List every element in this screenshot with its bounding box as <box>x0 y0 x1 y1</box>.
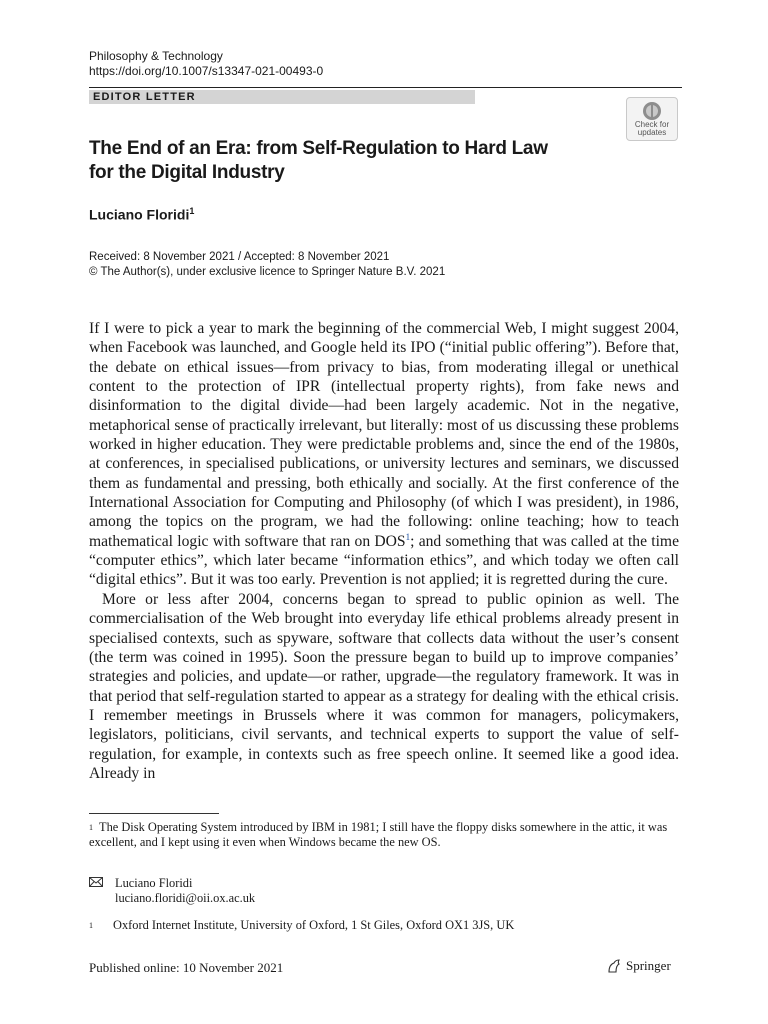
article-body <box>89 319 679 783</box>
contact-email[interactable]: luciano.floridi@oii.ox.ac.uk <box>115 891 256 905</box>
received-accepted: Received: 8 November 2021 / Accepted: 8 November 2021 <box>89 251 390 263</box>
paragraph-1-text-a: If I were to pick a year to mark the beginning of the commercial Web, I might suggest 2004, when Facebook was launched, and Google held its IPO (“initial public offering”). Before that, the debate on ethical issues—from privacy to bias, from moderating illegal or unethical content to the protection of IPR (intellectual property rights), from fake news and disinformation to the digital divide—had been largely academic. Not in the negative, metaphorical sense of practically irrelevant, but literally: most of us discussing these problems worked in higher education. They were predictable problems and, since the end of the 1980s, at conferences, in specialised publications, or university lectures and seminars, we discussed them as fundamental and pressing, both ethically and socially. At the first conference of the International Association for Computing and Philosophy (of which I was president), in 1986, among the topics on the program, we had the following: online teaching; how to teach mathematical logic with software that ran on DOS <box>89 320 679 550</box>
article-title <box>89 137 609 185</box>
publisher-name: Springer <box>626 958 671 973</box>
author-line <box>89 206 194 223</box>
journal-header <box>89 49 323 79</box>
springer-horse-icon <box>606 958 622 974</box>
envelope-icon <box>89 876 115 906</box>
footnote-rule <box>89 813 219 814</box>
journal-name: Philosophy & Technology <box>89 49 223 63</box>
paragraph-1-text-b: ; and something that was called at the time “computer ethics”, which later became “information ethics”, and which today we often call “digital ethics”. But it was too early. Prevention is not applied; it is regretted during the cure. <box>89 532 679 589</box>
paragraph-2: More or less after 2004, concerns began to spread to public opinion as well. The commercialisation of the Web brought into everyday life ethical problems already present in specialised contexts, such as spyware, software that collects data without the user’s consent (the term was coined in 1995). Soon the pressure began to build up to improve companies’ strategies and policies, and update—or rather, upgrade—the regulatory framework. It was in that period that self-regulation started to appear as a strategy for dealing with the ethical crisis. I remember meetings in Brussels where it was common for managers, policymakers, legislators, politicians, civil servants, and technical experts to support the value of self-regulation, for example, in contexts such as free speech online. It seemed like a good idea. Already in <box>89 590 679 782</box>
affiliation-number: 1 <box>89 921 93 930</box>
title-line-2: for the Digital Industry <box>89 162 285 183</box>
paragraph-1 <box>89 319 679 590</box>
affiliation <box>89 918 514 933</box>
header-rule <box>89 87 682 88</box>
license-line: © The Author(s), under exclusive licence to Springer Nature B.V. 2021 <box>89 266 446 278</box>
author-affil-marker[interactable]: 1 <box>189 206 195 216</box>
footnote-text: The Disk Operating System introduced by IBM in 1981; I still have the floppy disks somewhere in the attic, it was excellent, and I kept using it even when Windows became the new OS. <box>89 820 668 849</box>
check-for-updates-icon <box>642 101 662 121</box>
corresponding-author <box>89 876 255 906</box>
check-for-updates-line1: Check for <box>634 120 670 129</box>
check-for-updates-line2: updates <box>637 128 667 137</box>
published-online: Published online: 10 November 2021 <box>89 960 284 975</box>
doi-link[interactable]: https://doi.org/10.1007/s13347-021-00493-0 <box>89 64 324 78</box>
footnote-ref-1[interactable]: 1 <box>405 531 411 542</box>
footnote-number: 1 <box>89 823 93 832</box>
article-dates <box>89 250 445 280</box>
author-name[interactable]: Luciano Floridi <box>89 206 190 223</box>
section-label: EDITOR LETTER <box>89 90 475 104</box>
footnote <box>89 820 679 850</box>
title-line-1: The End of an Era: from Self-Regulation to Hard Law <box>89 138 548 159</box>
springer-logo <box>606 958 671 974</box>
contact-name: Luciano Floridi <box>115 876 193 890</box>
affiliation-text: Oxford Internet Institute, University of Oxford, 1 St Giles, Oxford OX1 3JS, UK <box>113 918 515 932</box>
check-for-updates-badge[interactable] <box>626 97 678 141</box>
